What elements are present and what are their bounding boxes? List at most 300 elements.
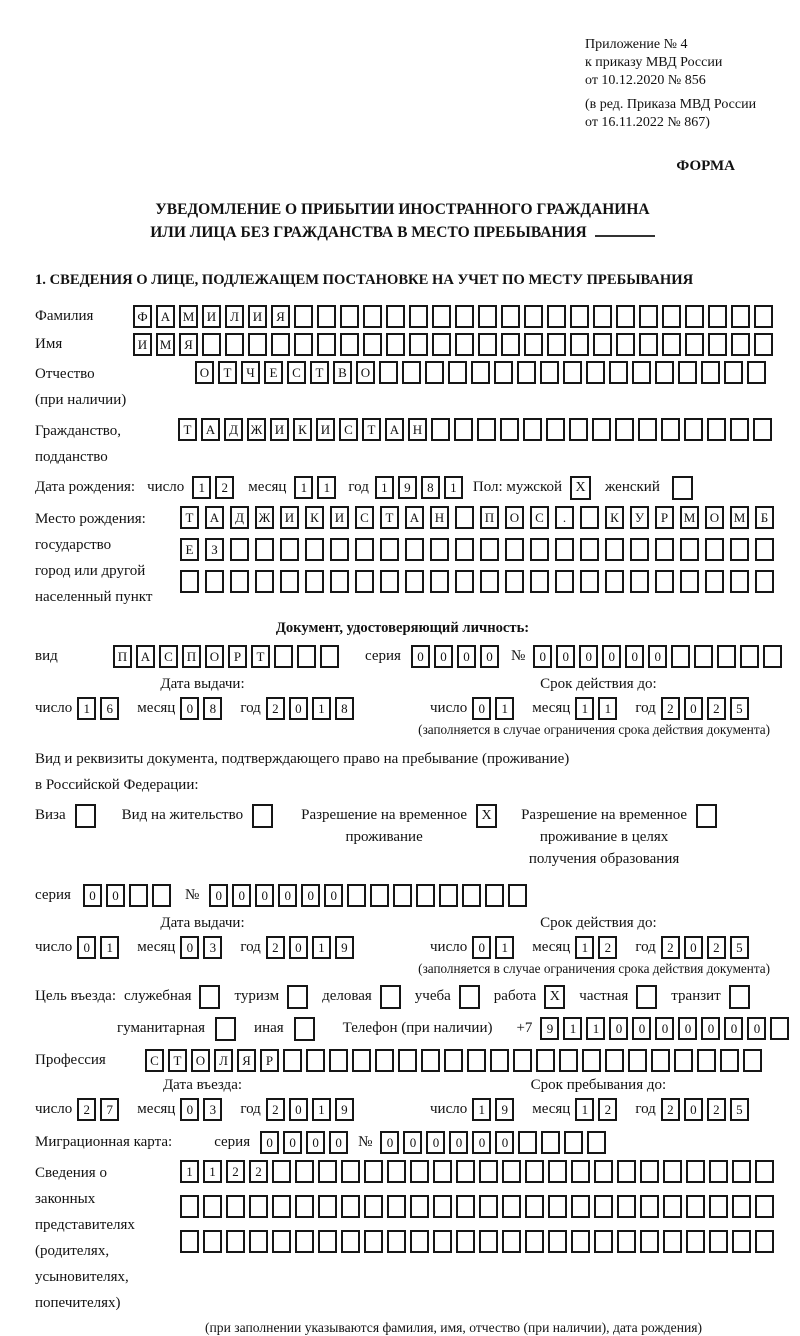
form-cell[interactable] [655,570,674,593]
form-cell[interactable] [416,884,435,907]
form-cell[interactable] [605,1049,624,1072]
form-cell[interactable]: Ж [255,506,274,529]
form-cell[interactable] [409,333,428,356]
form-cell[interactable]: 0 [724,1017,743,1040]
form-cell[interactable] [405,570,424,593]
form-cell[interactable]: О [191,1049,210,1072]
form-cell[interactable]: 1 [100,936,119,959]
form-cell[interactable]: 5 [730,697,749,720]
form-cell[interactable] [570,333,589,356]
form-cell[interactable] [655,538,674,561]
purpose-transit-checkbox[interactable] [729,985,750,1009]
form-cell[interactable] [548,1195,567,1218]
form-cell[interactable]: 0 [609,1017,628,1040]
form-cell[interactable] [226,1230,245,1253]
form-cell[interactable]: О [205,645,224,668]
form-cell[interactable] [283,1049,302,1072]
form-cell[interactable] [547,305,566,328]
form-cell[interactable] [485,884,504,907]
form-cell[interactable] [617,1195,636,1218]
purpose-humanitarian-checkbox[interactable] [215,1017,236,1041]
form-cell[interactable]: Е [180,538,199,561]
form-cell[interactable]: И [202,305,221,328]
form-cell[interactable] [505,570,524,593]
form-cell[interactable] [205,570,224,593]
form-cell[interactable] [508,884,527,907]
form-cell[interactable] [380,570,399,593]
form-cell[interactable]: 1 [495,697,514,720]
form-cell[interactable] [617,1230,636,1253]
form-cell[interactable] [272,1195,291,1218]
form-cell[interactable] [640,1160,659,1183]
form-cell[interactable] [249,1195,268,1218]
form-cell[interactable] [467,1049,486,1072]
form-cell[interactable]: К [293,418,312,441]
form-cell[interactable] [431,418,450,441]
form-cell[interactable]: 0 [472,936,491,959]
form-cell[interactable] [320,645,339,668]
form-cell[interactable]: 0 [380,1131,399,1154]
form-cell[interactable] [720,1049,739,1072]
form-cell[interactable] [708,305,727,328]
form-cell[interactable] [678,361,697,384]
form-cell[interactable] [547,333,566,356]
form-cell[interactable]: 0 [283,1131,302,1154]
form-cell[interactable] [456,1160,475,1183]
form-cell[interactable] [501,333,520,356]
form-cell[interactable]: И [248,305,267,328]
form-cell[interactable] [707,418,726,441]
form-cell[interactable]: 0 [77,936,96,959]
form-cell[interactable] [255,538,274,561]
form-cell[interactable] [502,1230,521,1253]
form-cell[interactable] [582,1049,601,1072]
form-cell[interactable] [770,1017,789,1040]
form-cell[interactable] [448,361,467,384]
form-cell[interactable] [638,418,657,441]
form-cell[interactable] [370,884,389,907]
form-cell[interactable] [405,538,424,561]
form-cell[interactable]: 1 [180,1160,199,1183]
form-cell[interactable]: 0 [301,884,320,907]
form-cell[interactable] [569,418,588,441]
form-cell[interactable] [587,1131,606,1154]
form-cell[interactable] [432,333,451,356]
form-cell[interactable]: 2 [598,936,617,959]
form-cell[interactable]: 2 [707,697,726,720]
form-cell[interactable] [393,884,412,907]
form-cell[interactable] [709,1230,728,1253]
form-cell[interactable] [226,1195,245,1218]
purpose-work-checkbox[interactable]: X [544,985,565,1009]
form-cell[interactable] [480,538,499,561]
form-cell[interactable] [280,538,299,561]
form-cell[interactable] [230,538,249,561]
form-cell[interactable] [318,1195,337,1218]
form-cell[interactable]: Ч [241,361,260,384]
form-cell[interactable]: Н [408,418,427,441]
form-cell[interactable] [525,1230,544,1253]
form-cell[interactable] [717,645,736,668]
form-cell[interactable]: 0 [579,645,598,668]
form-cell[interactable] [617,1160,636,1183]
form-cell[interactable] [502,1195,521,1218]
form-cell[interactable] [732,1160,751,1183]
form-cell[interactable]: 0 [324,884,343,907]
form-cell[interactable]: 0 [625,645,644,668]
form-cell[interactable]: Б [755,506,774,529]
form-cell[interactable] [203,1230,222,1253]
form-cell[interactable]: Л [225,305,244,328]
form-cell[interactable] [630,570,649,593]
form-cell[interactable]: М [680,506,699,529]
form-cell[interactable]: С [159,645,178,668]
sex-female-checkbox[interactable] [672,476,693,500]
form-cell[interactable] [433,1160,452,1183]
form-cell[interactable] [454,418,473,441]
form-cell[interactable]: 2 [77,1098,96,1121]
form-cell[interactable] [731,305,750,328]
form-cell[interactable]: 0 [180,936,199,959]
form-cell[interactable]: 1 [312,936,331,959]
form-cell[interactable] [593,305,612,328]
form-cell[interactable]: О [195,361,214,384]
form-cell[interactable]: 2 [661,697,680,720]
form-cell[interactable] [684,418,703,441]
form-cell[interactable] [439,884,458,907]
form-cell[interactable]: Я [179,333,198,356]
form-cell[interactable] [594,1160,613,1183]
form-cell[interactable]: 1 [575,1098,594,1121]
form-cell[interactable] [732,1230,751,1253]
form-cell[interactable]: М [179,305,198,328]
form-cell[interactable]: 0 [289,936,308,959]
form-cell[interactable] [616,305,635,328]
form-cell[interactable]: 2 [249,1160,268,1183]
form-cell[interactable] [663,1160,682,1183]
form-cell[interactable] [580,538,599,561]
form-cell[interactable]: 2 [226,1160,245,1183]
form-cell[interactable]: 0 [495,1131,514,1154]
form-cell[interactable]: 8 [421,476,440,499]
form-cell[interactable] [501,305,520,328]
form-cell[interactable] [724,361,743,384]
form-cell[interactable] [594,1195,613,1218]
form-cell[interactable] [536,1049,555,1072]
form-cell[interactable]: П [480,506,499,529]
form-cell[interactable]: 0 [106,884,125,907]
form-cell[interactable]: Т [178,418,197,441]
form-cell[interactable] [730,570,749,593]
form-cell[interactable]: 0 [255,884,274,907]
sex-male-checkbox[interactable]: X [570,476,591,500]
form-cell[interactable] [524,333,543,356]
form-cell[interactable] [517,361,536,384]
form-cell[interactable]: П [182,645,201,668]
form-cell[interactable] [203,1195,222,1218]
purpose-tourism-checkbox[interactable] [287,985,308,1009]
form-cell[interactable]: 0 [306,1131,325,1154]
form-cell[interactable]: И [316,418,335,441]
form-cell[interactable]: 1 [375,476,394,499]
form-cell[interactable] [732,1195,751,1218]
form-cell[interactable]: 0 [260,1131,279,1154]
form-cell[interactable] [743,1049,762,1072]
form-cell[interactable] [272,1230,291,1253]
form-cell[interactable] [386,333,405,356]
form-cell[interactable] [430,538,449,561]
form-cell[interactable]: С [530,506,549,529]
form-cell[interactable] [280,570,299,593]
form-cell[interactable] [640,1230,659,1253]
form-cell[interactable] [755,1160,774,1183]
form-cell[interactable] [730,538,749,561]
form-cell[interactable]: О [356,361,375,384]
form-cell[interactable] [490,1049,509,1072]
form-cell[interactable]: Я [237,1049,256,1072]
form-cell[interactable]: Т [310,361,329,384]
form-cell[interactable]: 5 [730,936,749,959]
form-cell[interactable] [763,645,782,668]
form-cell[interactable] [330,538,349,561]
form-cell[interactable]: И [330,506,349,529]
form-cell[interactable] [479,1195,498,1218]
form-cell[interactable] [754,333,773,356]
form-cell[interactable] [731,333,750,356]
form-cell[interactable] [605,570,624,593]
form-cell[interactable] [180,1230,199,1253]
form-cell[interactable] [755,538,774,561]
form-cell[interactable] [294,333,313,356]
form-cell[interactable]: 9 [335,1098,354,1121]
form-cell[interactable] [594,1230,613,1253]
form-cell[interactable] [409,305,428,328]
form-cell[interactable]: Т [180,506,199,529]
purpose-study-checkbox[interactable] [459,985,480,1009]
form-cell[interactable] [375,1049,394,1072]
form-cell[interactable] [456,1195,475,1218]
form-cell[interactable] [352,1049,371,1072]
form-cell[interactable]: 0 [434,645,453,668]
form-cell[interactable]: 0 [472,697,491,720]
form-cell[interactable] [305,570,324,593]
form-cell[interactable] [705,538,724,561]
form-cell[interactable]: 0 [403,1131,422,1154]
form-cell[interactable]: 2 [215,476,234,499]
form-cell[interactable] [530,570,549,593]
form-cell[interactable]: И [280,506,299,529]
form-cell[interactable]: 1 [312,1098,331,1121]
form-cell[interactable] [410,1230,429,1253]
form-cell[interactable]: Ж [247,418,266,441]
form-cell[interactable]: Т [380,506,399,529]
purpose-commercial-checkbox[interactable] [380,985,401,1009]
visa-checkbox[interactable] [75,804,96,828]
form-cell[interactable] [318,1230,337,1253]
form-cell[interactable] [306,1049,325,1072]
form-cell[interactable] [740,645,759,668]
form-cell[interactable]: 1 [203,1160,222,1183]
form-cell[interactable]: . [555,506,574,529]
form-cell[interactable] [709,1160,728,1183]
form-cell[interactable] [525,1195,544,1218]
form-cell[interactable] [180,1195,199,1218]
form-cell[interactable]: П [113,645,132,668]
form-cell[interactable]: Т [168,1049,187,1072]
form-cell[interactable] [295,1195,314,1218]
form-cell[interactable] [616,333,635,356]
form-cell[interactable] [478,305,497,328]
form-cell[interactable]: Д [224,418,243,441]
form-cell[interactable]: 0 [329,1131,348,1154]
form-cell[interactable] [180,570,199,593]
form-cell[interactable]: 2 [266,1098,285,1121]
form-cell[interactable] [455,538,474,561]
form-cell[interactable] [129,884,148,907]
form-cell[interactable]: 0 [180,1098,199,1121]
form-cell[interactable] [755,1230,774,1253]
form-cell[interactable]: 0 [457,645,476,668]
form-cell[interactable] [455,570,474,593]
form-cell[interactable]: 2 [661,936,680,959]
form-cell[interactable] [297,645,316,668]
form-cell[interactable] [580,506,599,529]
form-cell[interactable] [480,570,499,593]
form-cell[interactable] [455,333,474,356]
form-cell[interactable] [478,333,497,356]
form-cell[interactable]: 1 [563,1017,582,1040]
form-cell[interactable]: А [156,305,175,328]
form-cell[interactable] [387,1230,406,1253]
form-cell[interactable] [524,305,543,328]
form-cell[interactable] [248,333,267,356]
form-cell[interactable]: 2 [661,1098,680,1121]
residence-permit-checkbox[interactable] [252,804,273,828]
form-cell[interactable]: Ф [133,305,152,328]
form-cell[interactable]: З [205,538,224,561]
form-cell[interactable]: 8 [203,697,222,720]
form-cell[interactable] [379,361,398,384]
form-cell[interactable] [494,361,513,384]
form-cell[interactable] [592,418,611,441]
form-cell[interactable]: 0 [533,645,552,668]
form-cell[interactable] [564,1131,583,1154]
form-cell[interactable]: С [287,361,306,384]
form-cell[interactable] [152,884,171,907]
form-cell[interactable]: 0 [602,645,621,668]
form-cell[interactable]: 9 [540,1017,559,1040]
form-cell[interactable]: Д [230,506,249,529]
form-cell[interactable]: 0 [678,1017,697,1040]
form-cell[interactable] [555,570,574,593]
form-cell[interactable]: 7 [100,1098,119,1121]
form-cell[interactable]: И [133,333,152,356]
form-cell[interactable]: 6 [100,697,119,720]
form-cell[interactable] [708,333,727,356]
form-cell[interactable]: Р [655,506,674,529]
form-cell[interactable] [386,305,405,328]
edu-residence-checkbox[interactable] [696,804,717,828]
form-cell[interactable]: 1 [444,476,463,499]
form-cell[interactable] [662,333,681,356]
form-cell[interactable]: Т [362,418,381,441]
form-cell[interactable] [432,305,451,328]
form-cell[interactable]: 0 [684,697,703,720]
form-cell[interactable] [730,418,749,441]
form-cell[interactable] [755,1195,774,1218]
form-cell[interactable] [662,305,681,328]
form-cell[interactable] [330,570,349,593]
form-cell[interactable]: С [145,1049,164,1072]
form-cell[interactable]: К [305,506,324,529]
form-cell[interactable]: 0 [701,1017,720,1040]
form-cell[interactable] [341,1160,360,1183]
form-cell[interactable] [479,1160,498,1183]
form-cell[interactable] [317,333,336,356]
form-cell[interactable] [502,1160,521,1183]
form-cell[interactable] [455,506,474,529]
purpose-business-checkbox[interactable] [199,985,220,1009]
form-cell[interactable]: 0 [480,645,499,668]
form-cell[interactable]: 0 [426,1131,445,1154]
form-cell[interactable] [563,361,582,384]
form-cell[interactable] [341,1195,360,1218]
form-cell[interactable] [586,361,605,384]
form-cell[interactable] [355,570,374,593]
form-cell[interactable]: А [405,506,424,529]
form-cell[interactable]: В [333,361,352,384]
form-cell[interactable] [559,1049,578,1072]
form-cell[interactable] [580,570,599,593]
form-cell[interactable] [651,1049,670,1072]
form-cell[interactable]: 0 [209,884,228,907]
form-cell[interactable] [295,1230,314,1253]
form-cell[interactable]: 2 [266,697,285,720]
form-cell[interactable] [755,570,774,593]
form-cell[interactable] [444,1049,463,1072]
form-cell[interactable] [593,333,612,356]
form-cell[interactable]: 1 [586,1017,605,1040]
form-cell[interactable]: О [505,506,524,529]
form-cell[interactable]: 0 [449,1131,468,1154]
form-cell[interactable] [430,570,449,593]
form-cell[interactable]: А [136,645,155,668]
form-cell[interactable] [694,645,713,668]
form-cell[interactable] [686,1195,705,1218]
form-cell[interactable] [505,538,524,561]
form-cell[interactable] [363,333,382,356]
form-cell[interactable] [686,1160,705,1183]
form-cell[interactable] [340,333,359,356]
form-cell[interactable] [571,1160,590,1183]
form-cell[interactable] [364,1160,383,1183]
form-cell[interactable] [523,418,542,441]
form-cell[interactable] [500,418,519,441]
form-cell[interactable]: С [339,418,358,441]
form-cell[interactable] [387,1195,406,1218]
form-cell[interactable] [471,361,490,384]
form-cell[interactable] [380,538,399,561]
form-cell[interactable] [680,570,699,593]
form-cell[interactable]: 0 [632,1017,651,1040]
form-cell[interactable] [639,333,658,356]
form-cell[interactable] [341,1230,360,1253]
form-cell[interactable]: 3 [203,1098,222,1121]
form-cell[interactable] [548,1160,567,1183]
form-cell[interactable] [410,1195,429,1218]
form-cell[interactable] [697,1049,716,1072]
form-cell[interactable]: Т [251,645,270,668]
